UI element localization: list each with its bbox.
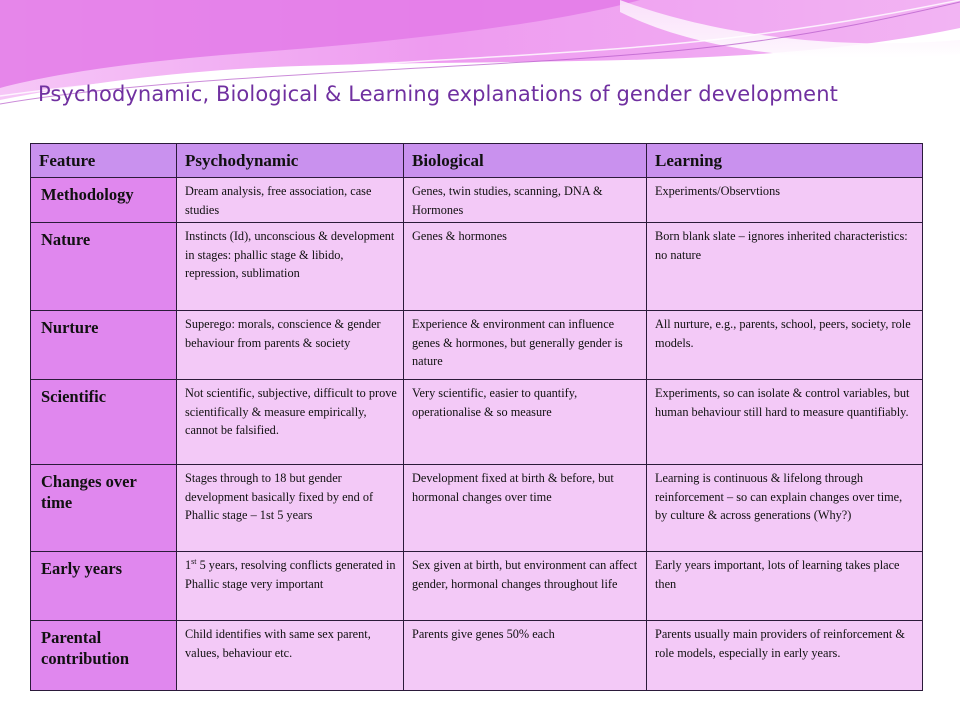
- row-label: Early years: [31, 552, 177, 621]
- cell-biological: Development fixed at birth & before, but hormonal changes over time: [404, 465, 647, 552]
- cell-biological: Genes & hormones: [404, 223, 647, 311]
- header-biological: Biological: [404, 144, 647, 178]
- table-row: [31, 465, 923, 552]
- cell-psychodynamic: Instincts (Id), unconscious & development in stages: phallic stage & libido, repression, sublimation: [177, 223, 404, 311]
- cell-learning: Early years important, lots of learning takes place then: [647, 552, 923, 621]
- table-row: [31, 380, 923, 465]
- header-learning: Learning: [647, 144, 923, 178]
- cell-biological: Experience & environment can influence genes & hormones, but generally gender is nature: [404, 311, 647, 380]
- header-feature: Feature: [31, 144, 177, 178]
- cell-learning: Parents usually main providers of reinforcement & role models, especially in early years.: [647, 621, 923, 691]
- row-label: Parental contribution: [31, 621, 177, 691]
- ordinal-number: 1: [185, 558, 192, 572]
- cell-learning: All nurture, e.g., parents, school, peers, society, role models.: [647, 311, 923, 380]
- header-psychodynamic: Psychodynamic: [177, 144, 404, 178]
- cell-learning: Experiments/Observtions: [647, 178, 923, 223]
- row-label: Nature: [31, 223, 177, 311]
- ordinal-suffix: st: [191, 556, 197, 566]
- table-row: [31, 311, 923, 380]
- cell-biological: Parents give genes 50% each: [404, 621, 647, 691]
- cell-biological: Very scientific, easier to quantify, operationalise & so measure: [404, 380, 647, 465]
- header-row: [31, 144, 923, 178]
- decorative-banner: [0, 0, 960, 130]
- cell-biological: Sex given at birth, but environment can affect gender, hormonal changes throughout life: [404, 552, 647, 621]
- table-row: [31, 552, 923, 621]
- cell-psychodynamic: [177, 552, 404, 621]
- cell-psychodynamic: Superego: morals, conscience & gender behaviour from parents & society: [177, 311, 404, 380]
- table-row: [31, 223, 923, 311]
- cell-learning: Experiments, so can isolate & control variables, but human behaviour still hard to measure quantifiably.: [647, 380, 923, 465]
- table-row: [31, 178, 923, 223]
- table-row: [31, 621, 923, 691]
- cell-psychodynamic: Not scientific, subjective, difficult to prove scientifically & measure empirically, cannot be falsified.: [177, 380, 404, 465]
- row-label: Methodology: [31, 178, 177, 223]
- cell-learning: Born blank slate – ignores inherited characteristics: no nature: [647, 223, 923, 311]
- cell-psychodynamic: Dream analysis, free association, case studies: [177, 178, 404, 223]
- cell-psychodynamic: Child identifies with same sex parent, values, behaviour etc.: [177, 621, 404, 691]
- cell-learning: Learning is continuous & lifelong through reinforcement – so can explain changes over time, by culture & across generations (Why?): [647, 465, 923, 552]
- cell-biological: Genes, twin studies, scanning, DNA & Hormones: [404, 178, 647, 223]
- cell-text: 5 years, resolving conflicts generated in Phallic stage very important: [185, 558, 396, 591]
- slide-title: Psychodynamic, Biological & Learning explanations of gender development: [38, 82, 838, 106]
- row-label: Scientific: [31, 380, 177, 465]
- row-label: Nurture: [31, 311, 177, 380]
- row-label: Changes over time: [31, 465, 177, 552]
- comparison-table: [30, 143, 923, 691]
- cell-psychodynamic: Stages through to 18 but gender development basically fixed by end of Phallic stage – 1st 5 years: [177, 465, 404, 552]
